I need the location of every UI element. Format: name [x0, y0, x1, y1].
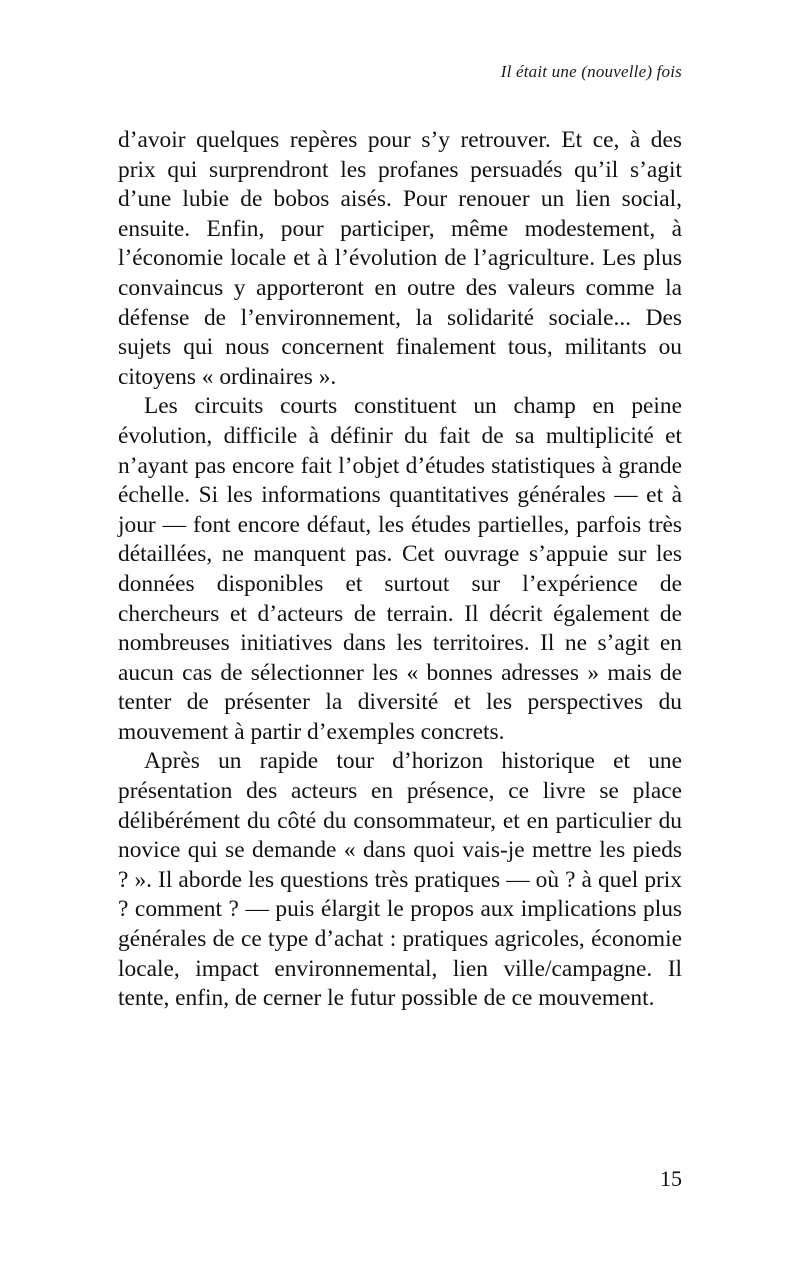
- paragraph: Après un rapide tour d’horizon historique et une présentation des acteurs en présence, ce livre se place délibérément du côté du consommateur, et en particulier du novice qui se demande « dans quoi vais-je mettre les pieds ? ». Il aborde les questions très pratiques — où ? à quel prix ? comment ? — puis élargit le propos aux implications plus générales de ce type d’achat : pratiques agricoles, économie locale, impact environnemental, lien ville/campagne. Il tente, enfin, de cerner le futur possible de ce mouvement.: [118, 748, 682, 1012]
- running-head: Il était une (nouvelle) fois: [500, 62, 682, 81]
- paragraph-continued: d’avoir quelques repères pour s’y retrouver. Et ce, à des prix qui surprendront les profanes persuadés qu’il s’agit d’une lubie de bobos aisés. Pour renouer un lien social, ensuite. Enfin, pour participer, même modestement, à l’économie locale et à l’évolution de l’agriculture. Les plus convaincus y apporteront en outre des valeurs comme la défense de l’environnement, la solidarité sociale... Des sujets qui nous concernent finalement tous, militants ou citoyens « ordinaires ».: [118, 127, 682, 390]
- page-number: 15: [660, 1166, 682, 1191]
- body-text: [118, 126, 682, 1014]
- paragraph: Les circuits courts constituent un champ en peine évolution, difficile à définir du fait de sa multiplicité et n’ayant pas encore fait l’objet d’études statistiques à grande échelle. Si les informations quantitatives générales — et à jour — font encore défaut, les études partielles, parfois très détaillées, ne manquent pas. Cet ouvrage s’appuie sur les données disponibles et surtout sur l’expérience de chercheurs et d’acteurs de terrain. Il décrit également de nombreuses initiatives dans les territoires. Il ne s’agit en aucun cas de sélectionner les « bonnes adresses » mais de tenter de présenter la diversité et les perspectives du mouvement à partir d’exemples concrets.: [118, 393, 682, 745]
